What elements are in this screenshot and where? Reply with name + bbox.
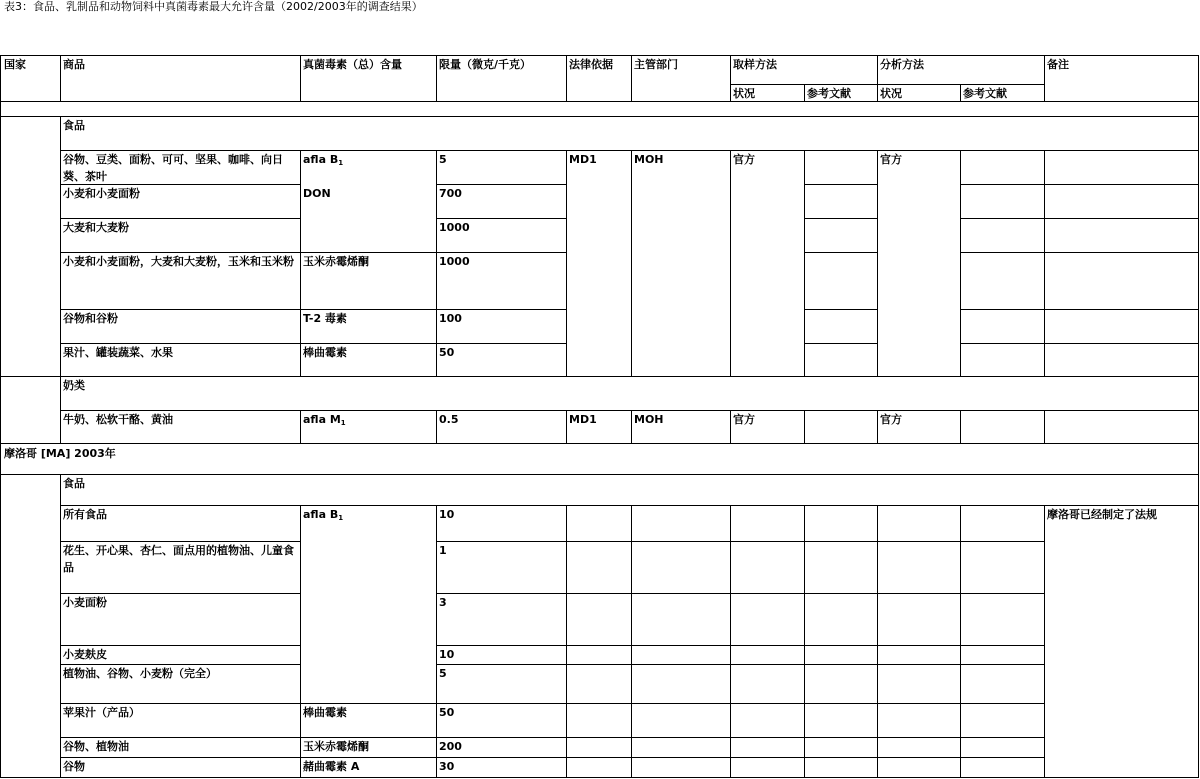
- col-line: [60, 55, 61, 102]
- col-line: [300, 410, 301, 444]
- sampling-status-cell: 官方: [733, 153, 755, 166]
- header-sampling-status: 状况: [733, 87, 755, 100]
- limit-cell: 1: [439, 544, 447, 557]
- toxin-cell: 玉米赤霉烯酮: [303, 740, 369, 753]
- col-line: [436, 150, 437, 377]
- col-line: [566, 505, 567, 778]
- row-line: [960, 252, 1199, 253]
- limit-cell: 10: [439, 508, 455, 521]
- col-line: [877, 55, 878, 102]
- col-line: [631, 505, 632, 778]
- col-line: [877, 150, 878, 377]
- row-line: [436, 541, 1044, 542]
- toxin-cell: 棒曲霉素: [303, 346, 347, 359]
- col-line: [877, 410, 878, 444]
- analysis-status-cell: 官方: [880, 413, 902, 426]
- table-right-border: [1198, 55, 1199, 778]
- col-line: [631, 150, 632, 377]
- table-caption: 表3：食品、乳制品和动物饲料中真菌毒素最大允许含量（2002/2003年的调查结果）: [4, 0, 423, 13]
- col-line: [730, 150, 731, 377]
- row-line: [0, 376, 1199, 377]
- col-line: [60, 116, 61, 444]
- header-sampling: 取样方法: [733, 58, 777, 71]
- commodity-cell: 花生、开心果、杏仁、面点用的植物油、儿童食品: [63, 544, 294, 574]
- commodity-cell: 谷物、豆类、面粉、可可、坚果、咖啡、向日葵、茶叶: [63, 153, 283, 183]
- limit-cell: 1000: [439, 221, 470, 234]
- authority-cell: MOH: [634, 413, 664, 426]
- toxin-cell: afla $M_1$: [303, 413, 346, 427]
- header-sampling-reference: 参考文献: [807, 87, 851, 100]
- country-row-morocco: 摩洛哥 [MA] 2003年: [4, 447, 116, 460]
- table-left-border: [0, 55, 1, 778]
- row-line: [0, 443, 1199, 444]
- limit-cell: 30: [439, 760, 455, 773]
- row-line: [60, 757, 1044, 758]
- commodity-cell: 小麦面粉: [63, 596, 107, 609]
- col-line: [960, 150, 961, 377]
- row-line: [60, 703, 1044, 704]
- limit-cell: 50: [439, 346, 455, 359]
- commodity-cell: 小麦麸皮: [63, 648, 107, 661]
- col-line: [1044, 505, 1045, 778]
- col-line: [877, 505, 878, 778]
- limit-cell: 100: [439, 312, 462, 325]
- row-line: [960, 343, 1199, 344]
- header-legal-basis: 法律依据: [569, 58, 613, 71]
- toxin-cell: 赭曲霉素 A: [303, 760, 360, 773]
- row-line: [804, 343, 877, 344]
- col-line: [436, 505, 437, 778]
- row-line: [436, 645, 1044, 646]
- col-line: [1044, 410, 1045, 444]
- toxin-cell: afla $B_1$: [303, 153, 344, 167]
- header-analysis: 分析方法: [880, 58, 924, 71]
- legal-basis-cell: MD1: [569, 153, 597, 166]
- commodity-cell: 谷物: [63, 760, 85, 773]
- col-line: [1044, 150, 1045, 377]
- commodity-cell: 谷物和谷粉: [63, 312, 118, 325]
- limit-cell: 10: [439, 648, 455, 661]
- col-line: [631, 410, 632, 444]
- food-category-label: 食品: [63, 119, 85, 132]
- row-line: [960, 218, 1199, 219]
- toxin-cell: 棒曲霉素: [303, 706, 347, 719]
- col-line: [631, 55, 632, 102]
- commodity-cell: 小麦和小麦面粉，大麦和大麦粉，玉米和玉米粉: [63, 255, 294, 268]
- col-line: [60, 474, 61, 778]
- commodity-cell: 大麦和大麦粉: [63, 221, 129, 234]
- header-authority: 主管部门: [634, 58, 678, 71]
- row-line: [804, 218, 877, 219]
- row-line: [60, 737, 1044, 738]
- col-line: [804, 150, 805, 377]
- commodity-cell: 谷物、植物油: [63, 740, 129, 753]
- col-line: [804, 505, 805, 778]
- col-line: [730, 55, 731, 102]
- limit-cell: 3: [439, 596, 447, 609]
- dairy-category-label: 奶类: [63, 379, 85, 392]
- toxin-cell: 玉米赤霉烯酮: [303, 255, 369, 268]
- col-line: [730, 505, 731, 778]
- col-line: [960, 505, 961, 778]
- food-label-line: [60, 505, 1199, 506]
- remark-cell: 摩洛哥已经制定了法规: [1047, 508, 1157, 521]
- commodity-cell: 所有食品: [63, 508, 107, 521]
- row-line: [436, 664, 1044, 665]
- commodity-cell: 苹果汁（产品）: [63, 706, 140, 719]
- row-line: [960, 184, 1199, 185]
- limit-cell: 0.5: [439, 413, 459, 426]
- food-category-label: 食品: [63, 477, 85, 490]
- col-line: [960, 410, 961, 444]
- header-remark: 备注: [1047, 58, 1069, 71]
- header-country: 国家: [4, 58, 26, 71]
- toxin-cell: afla $B_1$: [303, 508, 344, 522]
- col-line: [730, 410, 731, 444]
- col-line: [300, 55, 301, 102]
- commodity-cell: 小麦和小麦面粉: [63, 187, 140, 200]
- limit-cell: 200: [439, 740, 462, 753]
- commodity-cell: 果汁、罐装蔬菜、水果: [63, 346, 173, 359]
- table-bottom-border: [0, 777, 1199, 778]
- header-limit: 限量（微克/千克）: [439, 58, 532, 71]
- authority-cell: MOH: [634, 153, 664, 166]
- col-line: [960, 84, 961, 102]
- row-line: [804, 309, 877, 310]
- analysis-status-cell: 官方: [880, 153, 902, 166]
- row-line: [436, 593, 1044, 594]
- row-line: [804, 252, 877, 253]
- header-mycotoxin: 真菌毒素（总）含量: [303, 58, 402, 71]
- row-line: [960, 309, 1199, 310]
- col-line: [300, 150, 301, 377]
- col-line: [566, 410, 567, 444]
- header-analysis-reference: 参考文献: [963, 87, 1007, 100]
- col-line: [804, 410, 805, 444]
- header-analysis-status: 状况: [880, 87, 902, 100]
- commodity-cell: 植物油、谷物、小麦粉（完全）: [63, 667, 217, 680]
- row-line: [804, 184, 877, 185]
- toxin-cell: DON: [303, 187, 331, 200]
- header-commodity: 商品: [63, 58, 85, 71]
- col-line: [566, 55, 567, 102]
- legal-basis-cell: MD1: [569, 413, 597, 426]
- col-line: [436, 410, 437, 444]
- limit-cell: 50: [439, 706, 455, 719]
- limit-cell: 1000: [439, 255, 470, 268]
- limit-cell: 700: [439, 187, 462, 200]
- country-row-line: [0, 474, 1199, 475]
- commodity-cell: 牛奶、松软干酪、黄油: [63, 413, 173, 426]
- limit-cell: 5: [439, 667, 447, 680]
- limit-cell: 5: [439, 153, 447, 166]
- header-bottom-line: [0, 101, 1199, 102]
- spacer-line: [0, 116, 1199, 117]
- col-line: [300, 505, 301, 778]
- col-line: [566, 150, 567, 377]
- dairy-label-line: [60, 410, 1199, 411]
- col-line: [1044, 55, 1045, 102]
- toxin-cell: T-2 毒素: [303, 312, 347, 325]
- col-line: [436, 55, 437, 102]
- col-line: [804, 84, 805, 102]
- sampling-status-cell: 官方: [733, 413, 755, 426]
